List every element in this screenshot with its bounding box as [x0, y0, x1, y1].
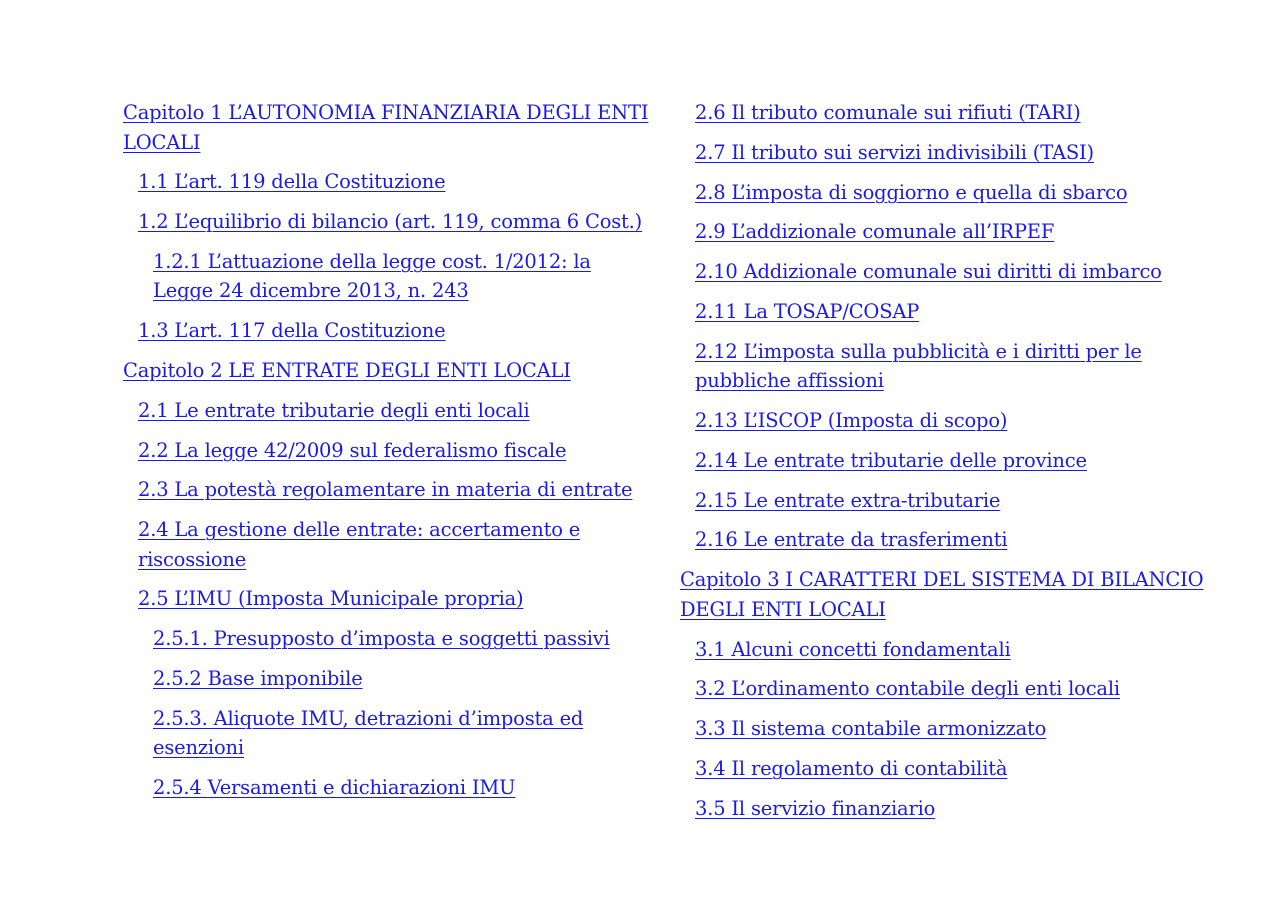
toc-section-link-3-4-il-regolamento-di-contabilita[interactable]: 3.4 Il regolamento di contabilità	[695, 756, 1008, 780]
toc-section-link-3-2-l-ordinamento-contabile-degli-enti-locali[interactable]: 3.2 L’ordinamento contabile degli enti locali	[695, 677, 1120, 701]
toc-section-link-2-10-addizionale-comunale-sui-diritti-di-imbarco[interactable]: 2.10 Addizionale comunale sui diritti di imbarco	[695, 260, 1162, 284]
toc-section-link-2-12-l-imposta-sulla-pubblicita-e-i-diritti-per-[interactable]: 2.12 L’imposta sulla pubblicità e i diritti per le pubbliche affissioni	[695, 339, 1142, 393]
toc-column-left	[123, 98, 653, 813]
toc-section-link-3-3-il-sistema-contabile-armonizzato[interactable]: 3.3 Il sistema contabile armonizzato	[695, 717, 1047, 741]
toc-section-link-2-5-3-aliquote-imu-detrazioni-d-imposta-ed-esenz[interactable]: 2.5.3. Aliquote IMU, detrazioni d’imposta ed esenzioni	[153, 706, 584, 760]
toc-column-right	[680, 98, 1210, 834]
toc-section-link-2-5-1-presupposto-d-imposta-e-soggetti-passivi[interactable]: 2.5.1. Presupposto d’imposta e soggetti passivi	[153, 627, 610, 651]
toc-section-link-3-5-il-servizio-finanziario[interactable]: 3.5 Il servizio finanziario	[695, 796, 936, 820]
toc-section-link-2-7-il-tributo-sui-servizi-indivisibili-tasi[interactable]: 2.7 Il tributo sui servizi indivisibili (TASI)	[695, 140, 1094, 164]
toc-section-link-1-2-l-equilibrio-di-bilancio-art-119-comma-6-cos[interactable]: 1.2 L’equilibrio di bilancio (art. 119, comma 6 Cost.)	[138, 210, 643, 234]
toc-section-link-1-1-l-art-119-della-costituzione[interactable]: 1.1 L’art. 119 della Costituzione	[138, 170, 446, 194]
toc-section-link-2-1-le-entrate-tributarie-degli-enti-locali[interactable]: 2.1 Le entrate tributarie degli enti locali	[138, 398, 530, 422]
toc-section-link-1-3-l-art-117-della-costituzione[interactable]: 1.3 L’art. 117 della Costituzione	[138, 319, 446, 343]
toc-section-link-2-16-le-entrate-da-trasferimenti[interactable]: 2.16 Le entrate da trasferimenti	[695, 528, 1008, 552]
toc-section-link-2-14-le-entrate-tributarie-delle-province[interactable]: 2.14 Le entrate tributarie delle province	[695, 448, 1087, 472]
toc-section-link-2-9-l-addizionale-comunale-all-irpef[interactable]: 2.9 L’addizionale comunale all’IRPEF	[695, 220, 1055, 244]
toc-section-link-2-5-2-base-imponibile[interactable]: 2.5.2 Base imponibile	[153, 667, 363, 691]
toc-section-link-2-11-la-tosap-cosap[interactable]: 2.11 La TOSAP/COSAP	[695, 299, 920, 323]
toc-section-link-2-5-4-versamenti-e-dichiarazioni-imu[interactable]: 2.5.4 Versamenti e dichiarazioni IMU	[153, 776, 516, 800]
toc-section-link-2-6-il-tributo-comunale-sui-rifiuti-tari[interactable]: 2.6 Il tributo comunale sui rifiuti (TARI)	[695, 101, 1081, 124]
toc-section-link-2-3-la-potesta-regolamentare-in-materia-di-entra[interactable]: 2.3 La potestà regolamentare in materia di entrate	[138, 478, 633, 502]
toc-section-link-1-2-1-l-attuazione-della-legge-cost-1-2012-la-le[interactable]: 1.2.1 L’attuazione della legge cost. 1/2012: la Legge 24 dicembre 2013, n. 243	[153, 249, 591, 303]
toc-section-link-2-8-l-imposta-di-soggiorno-e-quella-di-sbarco[interactable]: 2.8 L’imposta di soggiorno e quella di sbarco	[695, 180, 1128, 204]
toc-section-link-2-15-le-entrate-extra-tributarie[interactable]: 2.15 Le entrate extra-tributarie	[695, 488, 1001, 512]
toc-section-link-2-5-l-imu-imposta-municipale-propria[interactable]: 2.5 L’IMU (Imposta Municipale propria)	[138, 587, 524, 611]
toc-section-link-2-13-l-iscop-imposta-di-scopo[interactable]: 2.13 L’ISCOP (Imposta di scopo)	[695, 409, 1008, 433]
toc-section-link-3-1-alcuni-concetti-fondamentali[interactable]: 3.1 Alcuni concetti fondamentali	[695, 637, 1011, 661]
toc-chapter-link-capitolo-2-le-entrate-degli-enti-locali[interactable]: Capitolo 2 LE ENTRATE DEGLI ENTI LOCALI	[123, 358, 571, 382]
toc-chapter-link-capitolo-3-i-caratteri-del-sistema-di-bilancio-d[interactable]: Capitolo 3 I CARATTERI DEL SISTEMA DI BILANCIO DEGLI ENTI LOCALI	[680, 568, 1204, 621]
toc-section-link-2-2-la-legge-42-2009-sul-federalismo-fiscale[interactable]: 2.2 La legge 42/2009 sul federalismo fiscale	[138, 438, 567, 462]
toc-chapter-link-capitolo-1-l-autonomia-finanziaria-degli-enti-lo[interactable]: Capitolo 1 L’AUTONOMIA FINANZIARIA DEGLI ENTI LOCALI	[123, 101, 649, 154]
toc-section-link-2-4-la-gestione-delle-entrate-accertamento-e-ris[interactable]: 2.4 La gestione delle entrate: accertamento e riscossione	[138, 518, 581, 571]
